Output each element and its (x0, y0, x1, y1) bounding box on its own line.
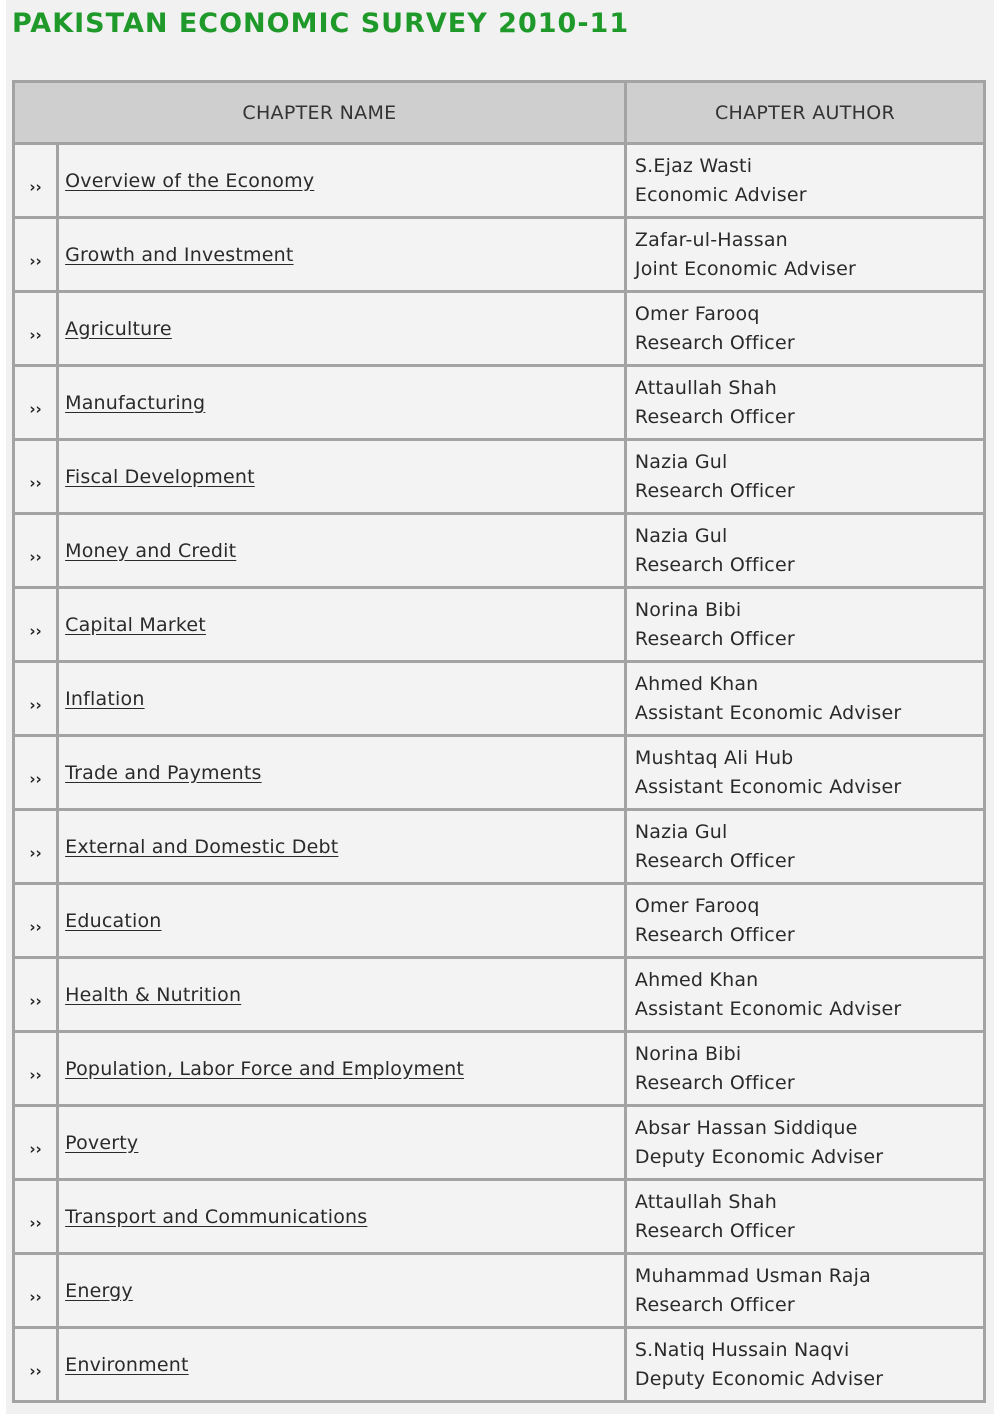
chapter-name-cell (59, 959, 624, 1030)
chapter-name-cell (59, 1255, 624, 1326)
header-chapter-name: CHAPTER NAME (15, 83, 624, 142)
author-designation: Assistant Economic Adviser (634, 775, 902, 798)
author-designation: Deputy Economic Adviser (634, 1145, 884, 1168)
author-designation: Economic Adviser (634, 183, 807, 206)
double-chevron-icon: ›› (29, 177, 42, 196)
bullet-arrow-icon (15, 219, 56, 290)
author-name: Mushtaq Ali Hub (634, 746, 794, 769)
chapter-name-cell (59, 367, 624, 438)
author-name: Attaullah Shah (634, 1190, 778, 1213)
chapter-link[interactable]: Transport and Communications (65, 1205, 368, 1228)
table-row (15, 1033, 983, 1104)
author-name: Muhammad Usman Raja (634, 1264, 871, 1287)
double-chevron-icon: ›› (29, 251, 42, 270)
chapter-link[interactable]: Fiscal Development (65, 465, 255, 488)
chapter-name-cell (59, 811, 624, 882)
bullet-arrow-icon (15, 1107, 56, 1178)
chapter-author-cell (627, 1033, 983, 1104)
author-name: S.Natiq Hussain Naqvi (634, 1338, 850, 1361)
table-row (15, 885, 983, 956)
bullet-arrow-icon (15, 1255, 56, 1326)
chapter-name-cell (59, 1181, 624, 1252)
author-name: Omer Farooq (634, 894, 760, 917)
bullet-arrow-icon (15, 959, 56, 1030)
chapter-link[interactable]: Growth and Investment (65, 243, 294, 266)
author-name: Nazia Gul (634, 450, 728, 473)
double-chevron-icon: ›› (29, 1065, 42, 1084)
author-name: Norina Bibi (634, 598, 742, 621)
chapter-author-cell (627, 1181, 983, 1252)
chapter-author-cell (627, 663, 983, 734)
author-designation: Research Officer (634, 553, 795, 576)
chapter-link[interactable]: Capital Market (65, 613, 206, 636)
table-row (15, 1329, 983, 1400)
bullet-arrow-icon (15, 367, 56, 438)
double-chevron-icon: ›› (29, 1213, 42, 1232)
double-chevron-icon: ›› (29, 1287, 42, 1306)
double-chevron-icon: ›› (29, 621, 42, 640)
table-row (15, 515, 983, 586)
author-name: Zafar-ul-Hassan (634, 228, 788, 251)
bullet-arrow-icon (15, 1329, 56, 1400)
chapter-name-cell (59, 1107, 624, 1178)
double-chevron-icon: ›› (29, 843, 42, 862)
author-name: Attaullah Shah (634, 376, 778, 399)
chapter-author-cell (627, 1107, 983, 1178)
bullet-arrow-icon (15, 515, 56, 586)
chapter-name-cell (59, 589, 624, 660)
chapter-rows (15, 145, 983, 1400)
author-designation: Assistant Economic Adviser (634, 701, 902, 724)
chapter-name-cell (59, 145, 624, 216)
author-name: Norina Bibi (634, 1042, 742, 1065)
author-designation: Assistant Economic Adviser (634, 997, 902, 1020)
double-chevron-icon: ›› (29, 991, 42, 1010)
table-row (15, 145, 983, 216)
author-designation: Research Officer (634, 405, 795, 428)
double-chevron-icon: ›› (29, 1139, 42, 1158)
chapter-name-cell (59, 737, 624, 808)
chapter-link[interactable]: Health & Nutrition (65, 983, 242, 1006)
chapter-name-cell (59, 293, 624, 364)
bullet-arrow-icon (15, 589, 56, 660)
bullet-arrow-icon (15, 441, 56, 512)
table-row (15, 219, 983, 290)
author-designation: Research Officer (634, 923, 795, 946)
chapter-link[interactable]: Population, Labor Force and Employment (65, 1057, 465, 1080)
author-name: Nazia Gul (634, 820, 728, 843)
table-row (15, 1181, 983, 1252)
table-row (15, 737, 983, 808)
bullet-arrow-icon (15, 1181, 56, 1252)
chapter-author-cell (627, 293, 983, 364)
table-row (15, 959, 983, 1030)
page-title: PAKISTAN ECONOMIC SURVEY 2010-11 (12, 8, 630, 39)
chapter-link[interactable]: Money and Credit (65, 539, 237, 562)
chapter-author-cell (627, 1255, 983, 1326)
chapter-link[interactable]: Environment (65, 1353, 189, 1376)
author-name: Nazia Gul (634, 524, 728, 547)
chapter-link[interactable]: Inflation (65, 687, 145, 710)
bullet-arrow-icon (15, 811, 56, 882)
chapter-name-cell (59, 515, 624, 586)
chapter-name-cell (59, 219, 624, 290)
chapter-name-cell (59, 663, 624, 734)
chapter-name-cell (59, 885, 624, 956)
chapter-name-cell (59, 1033, 624, 1104)
chapter-author-cell (627, 145, 983, 216)
table-row (15, 1255, 983, 1326)
author-designation: Deputy Economic Adviser (634, 1367, 884, 1390)
chapter-author-cell (627, 737, 983, 808)
bullet-arrow-icon (15, 1033, 56, 1104)
chapter-name-cell (59, 1329, 624, 1400)
chapters-table (12, 80, 986, 1403)
bullet-arrow-icon (15, 737, 56, 808)
chapter-link[interactable]: Overview of the Economy (65, 169, 315, 192)
chapter-author-cell (627, 885, 983, 956)
author-designation: Research Officer (634, 627, 795, 650)
chapter-author-cell (627, 589, 983, 660)
bullet-arrow-icon (15, 293, 56, 364)
double-chevron-icon: ›› (29, 1361, 42, 1380)
chapter-link[interactable]: Trade and Payments (65, 761, 262, 784)
table-row (15, 589, 983, 660)
author-designation: Research Officer (634, 1293, 795, 1316)
chapter-link[interactable]: External and Domestic Debt (65, 835, 339, 858)
author-name: Ahmed Khan (634, 968, 759, 991)
double-chevron-icon: ›› (29, 769, 42, 788)
chapter-author-cell (627, 367, 983, 438)
bullet-arrow-icon (15, 663, 56, 734)
author-designation: Research Officer (634, 331, 795, 354)
author-designation: Research Officer (634, 849, 795, 872)
bullet-arrow-icon (15, 885, 56, 956)
table-header-row (15, 83, 983, 142)
author-designation: Research Officer (634, 479, 795, 502)
table-row (15, 441, 983, 512)
double-chevron-icon: ›› (29, 917, 42, 936)
chapter-link[interactable]: Manufacturing (65, 391, 206, 414)
author-name: Omer Farooq (634, 302, 760, 325)
double-chevron-icon: ›› (29, 695, 42, 714)
table-row (15, 1107, 983, 1178)
chapter-author-cell (627, 1329, 983, 1400)
chapter-name-cell (59, 441, 624, 512)
table-row (15, 367, 983, 438)
table-row (15, 293, 983, 364)
chapter-link[interactable]: Education (65, 909, 162, 932)
chapter-author-cell (627, 959, 983, 1030)
double-chevron-icon: ›› (29, 325, 42, 344)
chapter-author-cell (627, 811, 983, 882)
double-chevron-icon: ›› (29, 399, 42, 418)
header-chapter-author: CHAPTER AUTHOR (627, 83, 983, 142)
chapter-link[interactable]: Energy (65, 1279, 133, 1302)
author-designation: Research Officer (634, 1219, 795, 1242)
author-name: S.Ejaz Wasti (634, 154, 753, 177)
double-chevron-icon: ›› (29, 547, 42, 566)
author-designation: Research Officer (634, 1071, 795, 1094)
chapter-link[interactable]: Poverty (65, 1131, 139, 1154)
author-name: Ahmed Khan (634, 672, 759, 695)
double-chevron-icon: ›› (29, 473, 42, 492)
chapter-author-cell (627, 441, 983, 512)
author-designation: Joint Economic Adviser (634, 257, 856, 280)
bullet-arrow-icon (15, 145, 56, 216)
table-row (15, 811, 983, 882)
author-name: Absar Hassan Siddique (634, 1116, 858, 1139)
chapter-link[interactable]: Agriculture (65, 317, 172, 340)
chapter-author-cell (627, 515, 983, 586)
chapter-author-cell (627, 219, 983, 290)
table-row (15, 663, 983, 734)
